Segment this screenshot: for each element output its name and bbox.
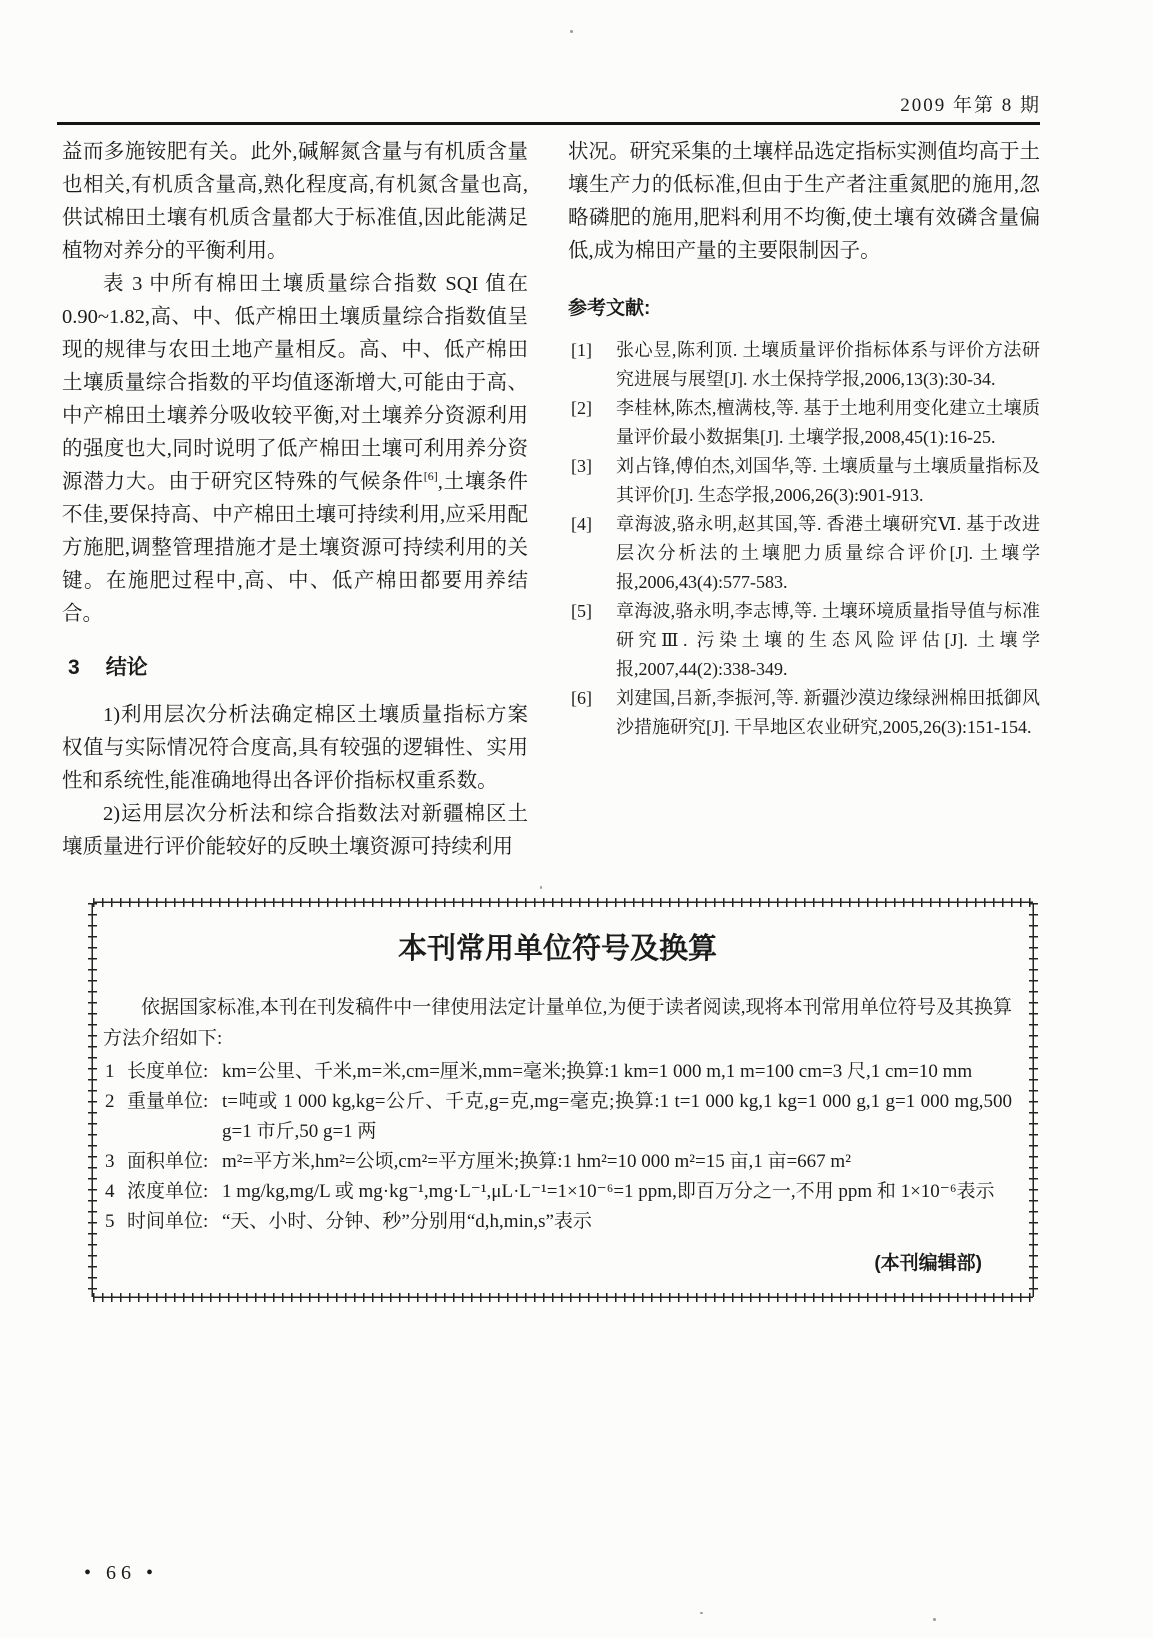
unit-item-concentration [103,1177,1012,1207]
unit-item-number: 1 [105,1061,115,1082]
unit-item-number: 5 [105,1211,115,1232]
reference-item [568,684,1040,742]
conclusion-point-1: 1)利用层次分析法确定棉区土壤质量指标方案权值与实际情况符合度高,具有较强的逻辑性、实用性和系统性,能准确地得出各评价指标权重系数。 [62,704,528,792]
unit-item-text: m²=平方米,hm²=公顷,cm²=平方厘米;换算:1 hm²=10 000 m²=15 亩,1 亩=667 m² [222,1151,851,1172]
unit-item-length [103,1057,1012,1087]
reference-item [568,597,1040,684]
unit-item-label: 面积单位: [127,1151,209,1172]
two-column-body [62,136,1040,864]
para-sqi [62,268,528,631]
right-para-continuation: 状况。研究采集的土壤样品选定指标实测值均高于土壤生产力的低标准,但由于生产者注重氮肥的施用,忽略磷肥的施用,肥料利用不均衡,使土壤有效磷含量偏低,成为棉田产量的主要限制因子。 [568,141,1040,262]
unit-item-number: 3 [105,1151,115,1172]
ref-number: [1] [571,340,592,360]
right-column [568,136,1040,864]
citation-marker-6: [6] [423,469,438,484]
unit-item-label: 浓度单位: [127,1181,209,1202]
ref-number: [6] [571,688,592,708]
unit-item-label: 重量单位: [127,1091,209,1112]
section-title: 结论 [105,656,148,679]
box-border-left [88,903,97,1297]
box-border-right [1029,903,1038,1297]
scan-speck [570,30,573,33]
ref-text: 刘占锋,傅伯杰,刘国华,等. 土壤质量与土壤质量指标及其评价[J]. 生态学报,2006,26(3):901-913. [616,456,1040,505]
unit-box-title: 本刊常用单位符号及换算 [397,933,717,965]
ref-number: [4] [571,514,592,534]
conclusion-point-2: 2)运用层次分析法和综合指数法对新疆棉区土壤质量进行评价能较好的反映土壤资源可持续利用 [62,803,528,858]
reference-item [568,452,1040,510]
unit-item-text: “天、小时、分钟、秒”分别用“d,h,min,s”表示 [222,1211,592,1232]
ref-text: 刘建国,吕新,李振河,等. 新疆沙漠边缘绿洲棉田抵御风沙措施研究[J]. 干旱地区农业研究,2005,26(3):151-154. [616,688,1040,737]
box-border-top [93,898,1033,907]
editorial-signoff: (本刊编辑部) [874,1253,982,1274]
unit-conversion-box [88,898,1038,1302]
reference-item [568,394,1040,452]
unit-item-number: 4 [105,1181,115,1202]
unit-item-number: 2 [105,1091,115,1112]
unit-item-area [103,1147,1012,1177]
reference-item [568,510,1040,597]
unit-item-label: 长度单位: [127,1061,209,1082]
ref-number: [5] [571,601,592,621]
left-column [62,136,528,864]
ref-text: 李桂林,陈杰,檀满枝,等. 基于土地利用变化建立土壤质量评价最小数据集[J]. 土壤学报,2008,45(1):16-25. [616,398,1040,447]
page-number: • 66 • [84,1562,159,1584]
unit-item-text: t=吨或 1 000 kg,kg=公斤、千克,g=克,mg=毫克;换算:1 t=1 000 kg,1 kg=1 000 g,1 g=1 000 mg,500 g=1 市斤,50 g=1 两 [222,1091,1012,1142]
para-sqi-text-a: 表 3 中所有棉田土壤质量综合指数 SQI 值在0.90~1.82,高、中、低产棉田土壤质量综合指数值呈现的规律与农田土地产量相反。高、中、低产棉田土壤质量综合指数的平均值逐渐增大,可能由于高、中产棉田土壤养分吸收较平衡,对土壤养分资源利用的强度也大,同时说明了低产棉田土壤可利用养分资源潜力大。由于研究区特殊的气候条件 [62,273,528,493]
para-sqi-text-b: ,土壤条件不佳,要保持高、中产棉田土壤可持续利用,应采用配方施肥,调整管理措施才是土壤资源可持续利用的关键。在施肥过程中,高、中、低产棉田都要用养结合。 [62,471,529,625]
ref-text: 章海波,骆永明,赵其国,等. 香港土壤研究Ⅵ. 基于改进层次分析法的土壤肥力质量综合评价[J]. 土壤学报,2006,43(4):577-583. [616,514,1040,592]
unit-box-content [88,898,1038,1279]
ref-number: [2] [571,398,592,418]
unit-item-text: 1 mg/kg,mg/L 或 mg·kg⁻¹,mg·L⁻¹,μL·L⁻¹=1×10⁻⁶=1 ppm,即百万分之一,不用 ppm 和 1×10⁻⁶表示 [222,1181,995,1202]
unit-item-label: 时间单位: [127,1211,209,1232]
ref-text: 张心昱,陈利顶. 土壤质量评价指标体系与评价方法研究进展与展望[J]. 水土保持学报,2006,13(3):30-34. [616,340,1040,389]
para-continuation: 益而多施铵肥有关。此外,碱解氮含量与有机质含量也相关,有机质含量高,熟化程度高,有机氮含量也高,供试棉田土壤有机质含量都大于标准值,因此能满足植物对养分的平衡利用。 [62,141,528,262]
reference-item [568,336,1040,394]
box-border-bottom [93,1293,1033,1302]
scan-speck [540,886,542,889]
header-rule [57,122,1040,125]
unit-item-text: km=公里、千米,m=米,cm=厘米,mm=毫米;换算:1 km=1 000 m,1 m=100 cm=3 尺,1 cm=10 mm [222,1061,973,1082]
scan-speck [933,1618,936,1621]
scan-speck [700,1612,703,1614]
unit-item-time [103,1207,1012,1237]
journal-issue: 2009 年第 8 期 [900,95,1041,116]
section-number: 3 [68,656,80,679]
unit-box-intro: 依据国家标准,本刊在刊发稿件中一律使用法定计量单位,为便于读者阅读,现将本刊常用单位符号及其换算方法介绍如下: [103,997,1012,1049]
ref-text: 章海波,骆永明,李志博,等. 土壤环境质量指导值与标准研究Ⅲ. 污染土壤的生态风险评估[J]. 土壤学报,2007,44(2):338-349. [616,601,1040,679]
references-heading: 参考文献: [568,298,651,319]
conclusion-heading [68,653,528,683]
ref-number: [3] [571,456,592,476]
unit-item-weight [103,1087,1012,1147]
